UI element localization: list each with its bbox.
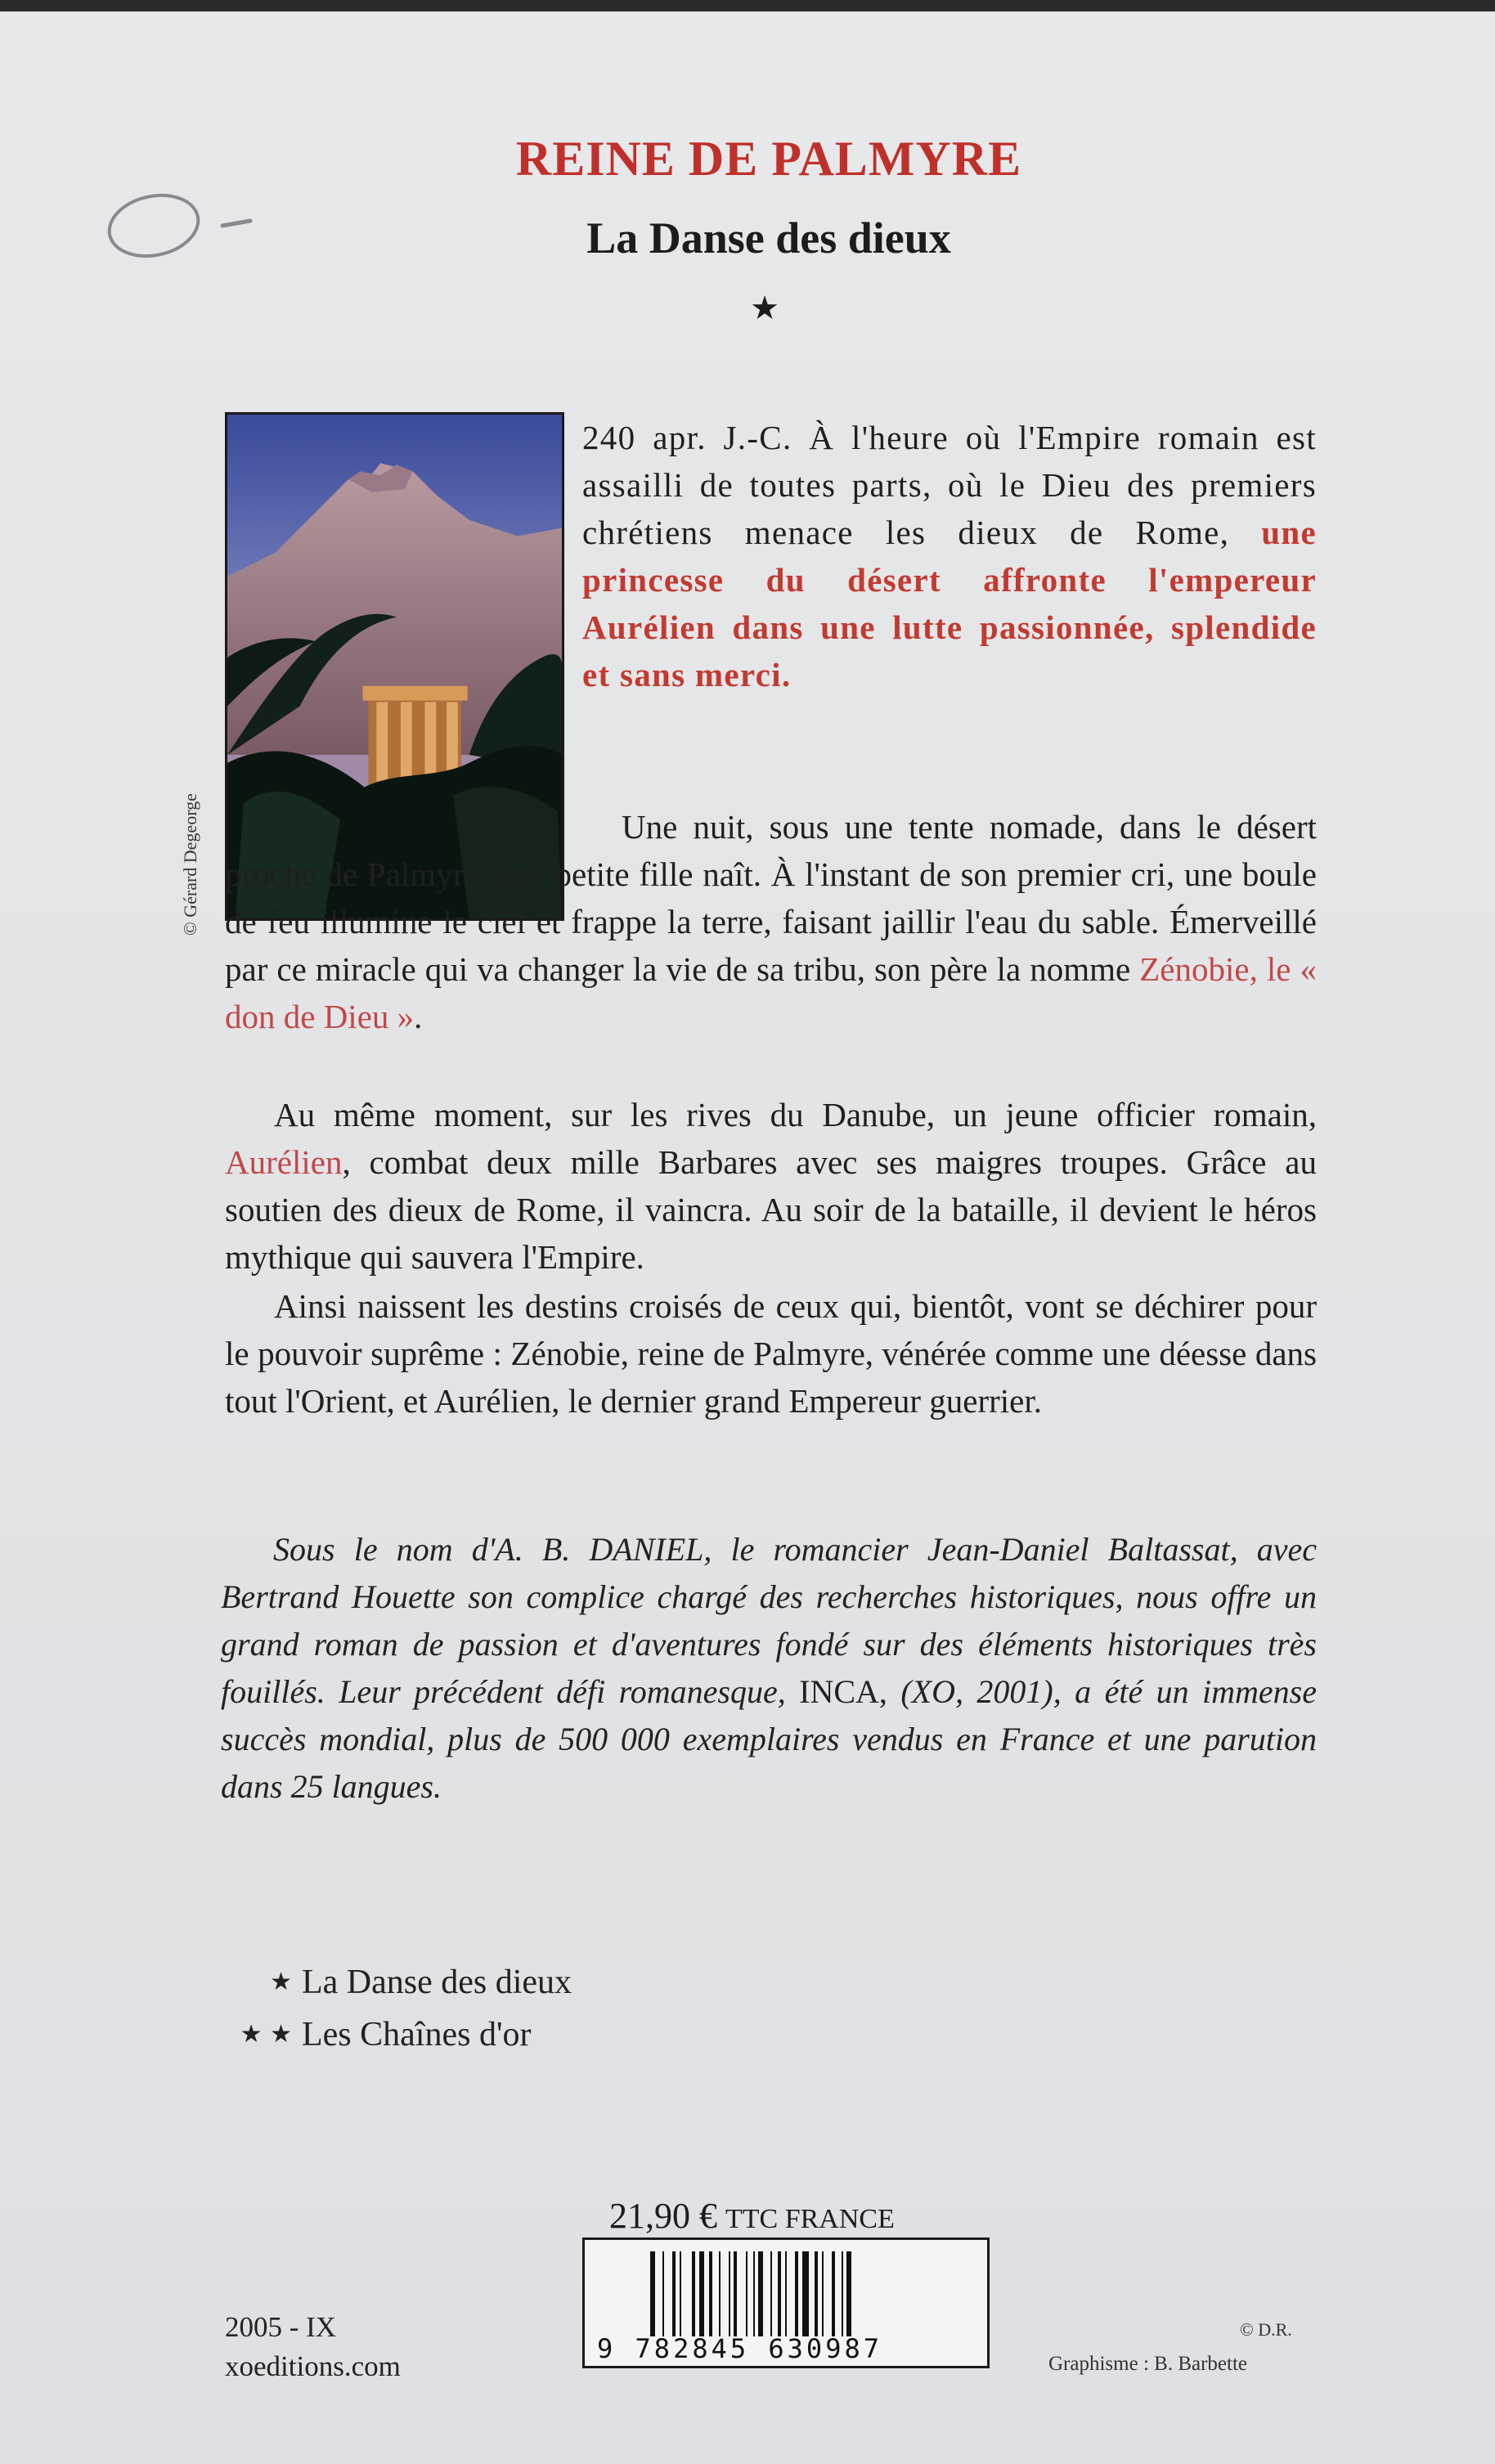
blurb-3-end: , combat deux mille Barbares avec ses maigres troupes. Grâce au soutien des dieux de Rome, il vaincra. Au soir de la bataille, il devient le héros mythique qui sauvera l'Empire. bbox=[225, 1143, 1317, 1276]
bio-inca: INCA, bbox=[799, 1673, 901, 1710]
book-subtitle: La Danse des dieux bbox=[586, 213, 951, 263]
blurb-paragraph-4: Ainsi naissent les destins croisés de ceux qui, bientôt, vont se déchirer pour le pouvoir suprême : Zénobie, reine de Palmyre, vénérée comme une déesse dans tout l'Orient, et Aurélien, le dernier grand Empereur guerrier. bbox=[225, 1287, 1317, 1420]
star-icon: ★ ★ bbox=[240, 2020, 292, 2049]
barcode bbox=[582, 2237, 990, 2368]
price-value: 21,90 € bbox=[609, 2196, 717, 2236]
series-item bbox=[214, 2008, 572, 2061]
book-back-cover bbox=[0, 11, 1495, 2464]
isbn-number: 9 782845 630987 bbox=[597, 2333, 882, 2364]
blurb-2-end: . bbox=[414, 998, 423, 1035]
blurb-1-text: 240 apr. J.-C. À l'heure où l'Empire romain est assailli de toutes parts, où le Dieu des premiers chrétiens menace les dieux de Rome, bbox=[582, 419, 1317, 551]
blurb-2-text: Une nuit, sous une tente nomade, dans le désert proche de Palmyre, une petite fille naît. À l'instant de son premier cri, une boule de feu illumine le ciel et frappe la terre, faisant jaillir l'eau du sable. Émerveillé par ce miracle qui va changer la vie de sa tribu, son père la nomme bbox=[225, 808, 1317, 988]
star-icon: ★ bbox=[270, 1968, 292, 1996]
series-title: Les Chaînes d'or bbox=[302, 2016, 532, 2053]
rights-notice: © D.R. bbox=[1240, 2319, 1292, 2340]
edition-info bbox=[225, 2308, 401, 2386]
blurb-1-highlight: une princesse du désert affronte l'empereur Aurélien dans une lutte passionnée, splendide et sans merci. bbox=[582, 514, 1317, 693]
price-label bbox=[609, 2195, 895, 2237]
bio-text: Sous le nom d'A. B. DANIEL, le romancier Jean-Daniel Baltassat, avec Bertrand Houette son complice chargé des recherches historiques, nous offre un grand roman de passion et d'aventures fondé sur des éléments historiques très fouillés. Leur précédent défi romanesque, bbox=[221, 1531, 1317, 1710]
bio-end: , a été un immense succès mondial, plus de 500 000 exemplaires vendus en France et une parution dans 25 langues. bbox=[221, 1673, 1318, 1805]
aurelien-highlight: Aurélien bbox=[225, 1143, 343, 1181]
series-list bbox=[214, 1956, 572, 2061]
zenobie-highlight: Zénobie, le « don de Dieu » bbox=[225, 950, 1317, 1035]
publisher-website: xoeditions.com bbox=[225, 2350, 401, 2382]
edition-year: 2005 - IX bbox=[225, 2311, 337, 2343]
author-bio bbox=[221, 1526, 1317, 1811]
graphic-design-credit: Graphisme : B. Barbette bbox=[1048, 2353, 1247, 2375]
blurb-3-text: Au même moment, sur les rives du Danube, un jeune officier romain, bbox=[274, 1096, 1317, 1133]
photo-credit: © Gérard Degeorge bbox=[180, 793, 200, 936]
blurb-paragraph-2 bbox=[225, 803, 1317, 1040]
blurb-paragraph-1 bbox=[582, 414, 1317, 698]
price-suffix: TTC FRANCE bbox=[725, 2204, 895, 2234]
blurb-paragraph-3 bbox=[225, 1091, 1317, 1281]
volume-star: ★ bbox=[750, 289, 779, 327]
series-item bbox=[214, 1956, 572, 2008]
series-title: La Danse des dieux bbox=[302, 1964, 572, 2001]
book-title: REINE DE PALMYRE bbox=[515, 132, 1022, 186]
bio-xo: (XO, 2001) bbox=[900, 1673, 1053, 1710]
